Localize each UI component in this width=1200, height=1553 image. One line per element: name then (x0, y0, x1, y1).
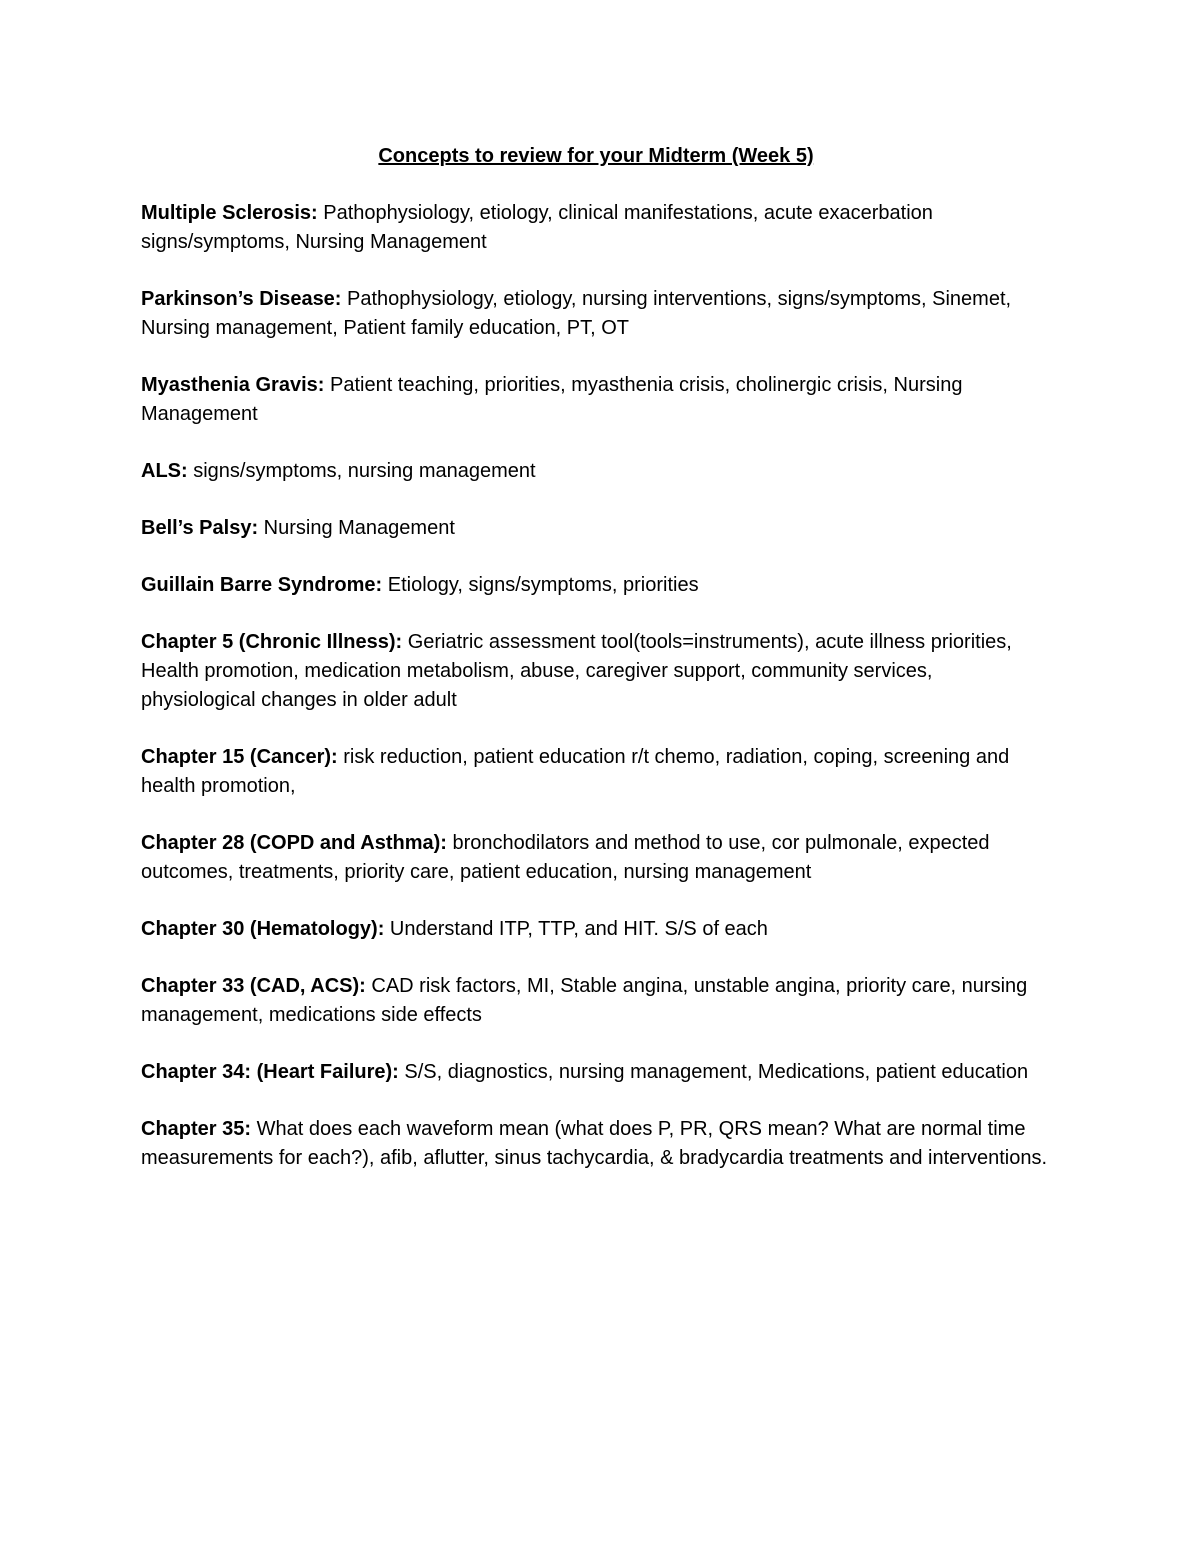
topic-chapter-5 (141, 628, 1051, 715)
topic-label: Chapter 35: (141, 1118, 252, 1140)
topic-chapter-30 (141, 915, 1051, 944)
topic-chapter-33 (141, 972, 1051, 1030)
topic-label: Chapter 15 (Cancer): (141, 746, 338, 768)
topic-parkinsons-disease (141, 285, 1051, 343)
topic-chapter-28 (141, 829, 1051, 887)
topic-label: Myasthenia Gravis: (141, 374, 325, 396)
topic-text: signs/symptoms, nursing management (187, 460, 536, 482)
document-title: Concepts to review for your Midterm (Week 5) (378, 145, 814, 167)
topic-guillain-barre (141, 571, 1051, 600)
topic-label: Multiple Sclerosis: (141, 202, 318, 224)
topic-chapter-35 (141, 1115, 1051, 1173)
topic-text: Geriatric assessment tool(tools=instruments), acute illness priorities, Health promotion, medication metabolism, abuse, caregiver support, community services, physiological changes in older adult (141, 631, 1012, 711)
topic-label: Chapter 28 (COPD and Asthma): (141, 832, 447, 854)
topic-text: bronchodilators and method to use, cor pulmonale, expected outcomes, treatments, priority care, patient education, nursing management (141, 832, 990, 883)
topic-als (141, 457, 1051, 486)
topic-text: What does each waveform mean (what does P, PR, QRS mean? What are normal time measurements for each?), afib, aflutter, sinus tachycardia, & bradycardia treatments and interventions. (141, 1118, 1048, 1169)
topic-text: CAD risk factors, MI, Stable angina, unstable angina, priority care, nursing management, medications side effects (141, 975, 1028, 1026)
document-body (141, 142, 1051, 1201)
topic-text: Patient teaching, priorities, myasthenia crisis, cholinergic crisis, Nursing Management (141, 374, 963, 425)
topic-label: Chapter 33 (CAD, ACS): (141, 975, 366, 997)
topic-multiple-sclerosis (141, 199, 1051, 257)
topic-chapter-15 (141, 743, 1051, 801)
topic-text: risk reduction, patient education r/t chemo, radiation, coping, screening and health promotion, (141, 746, 1010, 797)
topic-label: Chapter 5 (Chronic Illness): (141, 631, 403, 653)
topic-label: Bell’s Palsy: (141, 517, 259, 539)
topic-chapter-34 (141, 1058, 1051, 1087)
topic-label: Chapter 34: (Heart Failure): (141, 1061, 399, 1083)
topic-myasthenia-gravis (141, 371, 1051, 429)
topic-label: Chapter 30 (Hematology): (141, 918, 385, 940)
topic-text: Understand ITP, TTP, and HIT. S/S of each (384, 918, 768, 940)
topic-bells-palsy (141, 514, 1051, 543)
topic-text: Pathophysiology, etiology, clinical manifestations, acute exacerbation signs/symptoms, Nursing Management (141, 202, 933, 253)
topic-text: Nursing Management (258, 517, 455, 539)
topic-label: ALS: (141, 460, 188, 482)
topic-text: S/S, diagnostics, nursing management, Medications, patient education (398, 1061, 1029, 1083)
topic-label: Guillain Barre Syndrome: (141, 574, 383, 596)
topic-label: Parkinson’s Disease: (141, 288, 342, 310)
topic-text: Etiology, signs/symptoms, priorities (382, 574, 699, 596)
topic-text: Pathophysiology, etiology, nursing interventions, signs/symptoms, Sinemet, Nursing management, Patient family education, PT, OT (141, 288, 1012, 339)
